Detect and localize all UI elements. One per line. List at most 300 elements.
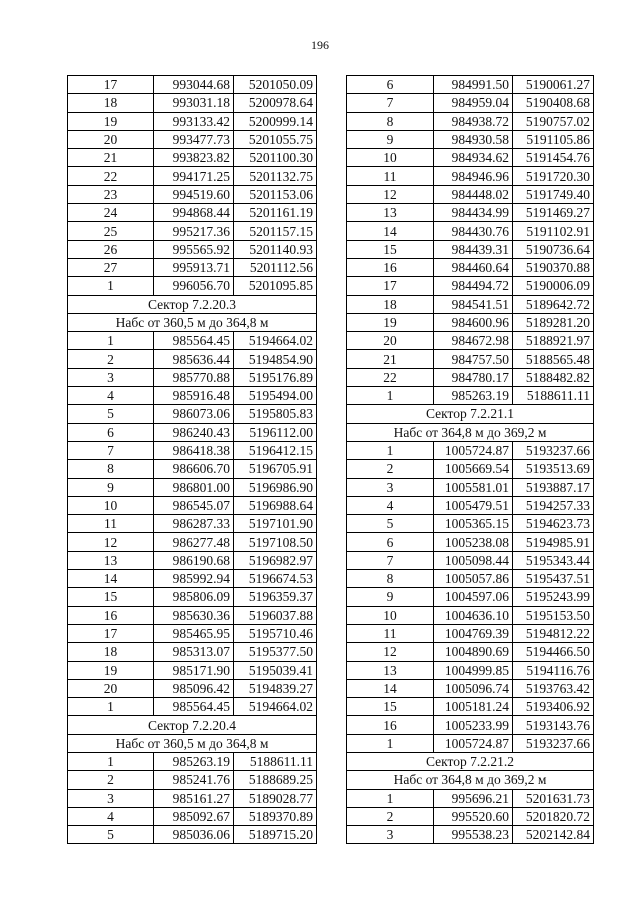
- x-coordinate-cell: 986801.00: [154, 478, 234, 496]
- x-coordinate-cell: 993477.73: [154, 130, 234, 148]
- table-row: [347, 387, 594, 405]
- y-coordinate-cell: 5188611.11: [234, 752, 317, 770]
- x-coordinate-cell: 993133.42: [154, 112, 234, 130]
- table-row: [68, 277, 317, 295]
- point-number-cell: 12: [347, 643, 434, 661]
- x-coordinate-cell: 984600.96: [434, 313, 513, 331]
- point-number-cell: 4: [347, 496, 434, 514]
- point-number-cell: 22: [347, 368, 434, 386]
- sector-title: Сектор 7.2.21.2: [347, 752, 594, 770]
- y-coordinate-cell: 5188689.25: [234, 771, 317, 789]
- sector-altitude: Набс от 360,5 м до 364,8 м: [68, 313, 317, 331]
- sector-title-row: [347, 752, 594, 770]
- point-number-cell: 6: [68, 423, 154, 441]
- x-coordinate-cell: 984434.99: [434, 204, 513, 222]
- point-number-cell: 18: [68, 94, 154, 112]
- x-coordinate-cell: 1004890.69: [434, 643, 513, 661]
- sector-altitude-row: [347, 771, 594, 789]
- y-coordinate-cell: 5195437.51: [513, 570, 594, 588]
- table-row: [347, 94, 594, 112]
- y-coordinate-cell: 5195710.46: [234, 624, 317, 642]
- point-number-cell: 17: [68, 624, 154, 642]
- table-row: [68, 240, 317, 258]
- y-coordinate-cell: 5201100.30: [234, 149, 317, 167]
- point-number-cell: 7: [347, 94, 434, 112]
- table-row: [347, 606, 594, 624]
- table-row: [347, 551, 594, 569]
- x-coordinate-cell: 995217.36: [154, 222, 234, 240]
- x-coordinate-cell: 984448.02: [434, 185, 513, 203]
- point-number-cell: 5: [68, 826, 154, 844]
- table-row: [68, 826, 317, 844]
- table-row: [347, 350, 594, 368]
- x-coordinate-cell: 985636.44: [154, 350, 234, 368]
- table-row: [347, 112, 594, 130]
- x-coordinate-cell: 984780.17: [434, 368, 513, 386]
- x-coordinate-cell: 995520.60: [434, 807, 513, 825]
- table-row: [68, 752, 317, 770]
- sector-altitude-row: [68, 313, 317, 331]
- point-number-cell: 11: [68, 515, 154, 533]
- table-row: [68, 679, 317, 697]
- y-coordinate-cell: 5190736.64: [513, 240, 594, 258]
- x-coordinate-cell: 986073.06: [154, 405, 234, 423]
- table-row: [347, 515, 594, 533]
- x-coordinate-cell: 985916.48: [154, 387, 234, 405]
- x-coordinate-cell: 985036.06: [154, 826, 234, 844]
- sector-altitude: Набс от 360,5 м до 364,8 м: [68, 734, 317, 752]
- point-number-cell: 1: [347, 441, 434, 459]
- point-number-cell: 11: [347, 624, 434, 642]
- x-coordinate-cell: 994868.44: [154, 204, 234, 222]
- table-row: [68, 167, 317, 185]
- point-number-cell: 16: [347, 716, 434, 734]
- x-coordinate-cell: 985161.27: [154, 789, 234, 807]
- table-row: [68, 551, 317, 569]
- y-coordinate-cell: 5190061.27: [513, 76, 594, 94]
- y-coordinate-cell: 5194839.27: [234, 679, 317, 697]
- x-coordinate-cell: 986190.68: [154, 551, 234, 569]
- table-row: [68, 789, 317, 807]
- y-coordinate-cell: 5201055.75: [234, 130, 317, 148]
- y-coordinate-cell: 5201112.56: [234, 258, 317, 276]
- x-coordinate-cell: 1005238.08: [434, 533, 513, 551]
- point-number-cell: 13: [347, 204, 434, 222]
- point-number-cell: 1: [68, 332, 154, 350]
- x-coordinate-cell: 984439.31: [434, 240, 513, 258]
- sector-title: Сектор 7.2.20.4: [68, 716, 317, 734]
- point-number-cell: 3: [347, 826, 434, 844]
- table-row: [347, 76, 594, 94]
- y-coordinate-cell: 5194812.22: [513, 624, 594, 642]
- x-coordinate-cell: 984946.96: [434, 167, 513, 185]
- x-coordinate-cell: 1005233.99: [434, 716, 513, 734]
- point-number-cell: 12: [68, 533, 154, 551]
- sector-title: Сектор 7.2.21.1: [347, 405, 594, 423]
- table-row: [68, 405, 317, 423]
- point-number-cell: 1: [347, 734, 434, 752]
- x-coordinate-cell: 1004636.10: [434, 606, 513, 624]
- x-coordinate-cell: 984930.58: [434, 130, 513, 148]
- y-coordinate-cell: 5191469.27: [513, 204, 594, 222]
- sector-title-row: [68, 295, 317, 313]
- x-coordinate-cell: 986606.70: [154, 460, 234, 478]
- x-coordinate-cell: 1005057.86: [434, 570, 513, 588]
- point-number-cell: 19: [347, 313, 434, 331]
- table-row: [347, 130, 594, 148]
- table-row: [68, 368, 317, 386]
- x-coordinate-cell: 985806.09: [154, 588, 234, 606]
- table-row: [347, 496, 594, 514]
- x-coordinate-cell: 995696.21: [434, 789, 513, 807]
- table-row: [347, 643, 594, 661]
- point-number-cell: 23: [68, 185, 154, 203]
- table-row: [347, 661, 594, 679]
- x-coordinate-cell: 1005581.01: [434, 478, 513, 496]
- y-coordinate-cell: 5190006.09: [513, 277, 594, 295]
- sector-title: Сектор 7.2.20.3: [68, 295, 317, 313]
- y-coordinate-cell: 5196988.64: [234, 496, 317, 514]
- y-coordinate-cell: 5191454.76: [513, 149, 594, 167]
- y-coordinate-cell: 5202142.84: [513, 826, 594, 844]
- x-coordinate-cell: 1005098.44: [434, 551, 513, 569]
- y-coordinate-cell: 5196359.37: [234, 588, 317, 606]
- y-coordinate-cell: 5196037.88: [234, 606, 317, 624]
- y-coordinate-cell: 5190757.02: [513, 112, 594, 130]
- table-row: [347, 533, 594, 551]
- x-coordinate-cell: 986418.38: [154, 441, 234, 459]
- y-coordinate-cell: 5201157.15: [234, 222, 317, 240]
- table-row: [347, 204, 594, 222]
- table-row: [347, 734, 594, 752]
- point-number-cell: 3: [68, 368, 154, 386]
- x-coordinate-cell: 985241.76: [154, 771, 234, 789]
- x-coordinate-cell: 986287.33: [154, 515, 234, 533]
- point-number-cell: 2: [68, 771, 154, 789]
- y-coordinate-cell: 5200978.64: [234, 94, 317, 112]
- y-coordinate-cell: 5191720.30: [513, 167, 594, 185]
- x-coordinate-cell: 1005096.74: [434, 679, 513, 697]
- table-row: [347, 368, 594, 386]
- x-coordinate-cell: 984991.50: [434, 76, 513, 94]
- x-coordinate-cell: 1005724.87: [434, 734, 513, 752]
- y-coordinate-cell: 5193763.42: [513, 679, 594, 697]
- y-coordinate-cell: 5197108.50: [234, 533, 317, 551]
- point-number-cell: 8: [68, 460, 154, 478]
- x-coordinate-cell: 985313.07: [154, 643, 234, 661]
- y-coordinate-cell: 5189370.89: [234, 807, 317, 825]
- y-coordinate-cell: 5189281.20: [513, 313, 594, 331]
- y-coordinate-cell: 5201820.72: [513, 807, 594, 825]
- x-coordinate-cell: 995565.92: [154, 240, 234, 258]
- point-number-cell: 2: [68, 350, 154, 368]
- point-number-cell: 27: [68, 258, 154, 276]
- point-number-cell: 4: [68, 387, 154, 405]
- y-coordinate-cell: 5201095.85: [234, 277, 317, 295]
- point-number-cell: 9: [347, 130, 434, 148]
- point-number-cell: 25: [68, 222, 154, 240]
- table-row: [68, 698, 317, 716]
- sector-altitude-row: [347, 423, 594, 441]
- x-coordinate-cell: 1004999.85: [434, 661, 513, 679]
- table-row: [347, 679, 594, 697]
- y-coordinate-cell: 5194116.76: [513, 661, 594, 679]
- table-row: [68, 570, 317, 588]
- sector-title-row: [347, 405, 594, 423]
- x-coordinate-cell: 1004769.39: [434, 624, 513, 642]
- table-row: [68, 606, 317, 624]
- sector-altitude: Набс от 364,8 м до 369,2 м: [347, 771, 594, 789]
- sector-title-row: [68, 716, 317, 734]
- x-coordinate-cell: 985263.19: [434, 387, 513, 405]
- x-coordinate-cell: 985465.95: [154, 624, 234, 642]
- table-row: [68, 807, 317, 825]
- x-coordinate-cell: 984430.76: [434, 222, 513, 240]
- y-coordinate-cell: 5194854.90: [234, 350, 317, 368]
- point-number-cell: 1: [68, 752, 154, 770]
- point-number-cell: 2: [347, 807, 434, 825]
- x-coordinate-cell: 994519.60: [154, 185, 234, 203]
- x-coordinate-cell: 985263.19: [154, 752, 234, 770]
- table-row: [347, 807, 594, 825]
- y-coordinate-cell: 5195494.00: [234, 387, 317, 405]
- x-coordinate-cell: 984460.64: [434, 258, 513, 276]
- table-row: [347, 332, 594, 350]
- x-coordinate-cell: 985092.67: [154, 807, 234, 825]
- y-coordinate-cell: 5194466.50: [513, 643, 594, 661]
- table-row: [68, 94, 317, 112]
- table-row: [68, 130, 317, 148]
- x-coordinate-cell: 986545.07: [154, 496, 234, 514]
- y-coordinate-cell: 5197101.90: [234, 515, 317, 533]
- y-coordinate-cell: 5201132.75: [234, 167, 317, 185]
- table-row: [68, 496, 317, 514]
- x-coordinate-cell: 984541.51: [434, 295, 513, 313]
- x-coordinate-cell: 1005724.87: [434, 441, 513, 459]
- point-number-cell: 9: [68, 478, 154, 496]
- y-coordinate-cell: 5194664.02: [234, 332, 317, 350]
- y-coordinate-cell: 5196412.15: [234, 441, 317, 459]
- table-row: [68, 222, 317, 240]
- x-coordinate-cell: 993823.82: [154, 149, 234, 167]
- x-coordinate-cell: 984934.62: [434, 149, 513, 167]
- table-row: [68, 332, 317, 350]
- table-row: [347, 313, 594, 331]
- table-row: [347, 789, 594, 807]
- point-number-cell: 22: [68, 167, 154, 185]
- point-number-cell: 21: [347, 350, 434, 368]
- x-coordinate-cell: 996056.70: [154, 277, 234, 295]
- table-row: [68, 112, 317, 130]
- x-coordinate-cell: 993031.18: [154, 94, 234, 112]
- y-coordinate-cell: 5190408.68: [513, 94, 594, 112]
- table-row: [347, 826, 594, 844]
- point-number-cell: 26: [68, 240, 154, 258]
- table-row: [68, 515, 317, 533]
- table-row: [347, 698, 594, 716]
- y-coordinate-cell: 5193513.69: [513, 460, 594, 478]
- x-coordinate-cell: 984959.04: [434, 94, 513, 112]
- x-coordinate-cell: 985770.88: [154, 368, 234, 386]
- point-number-cell: 7: [68, 441, 154, 459]
- x-coordinate-cell: 985171.90: [154, 661, 234, 679]
- table-row: [68, 771, 317, 789]
- table-row: [68, 149, 317, 167]
- y-coordinate-cell: 5191105.86: [513, 130, 594, 148]
- point-number-cell: 12: [347, 185, 434, 203]
- table-row: [68, 478, 317, 496]
- point-number-cell: 18: [68, 643, 154, 661]
- table-row: [68, 204, 317, 222]
- y-coordinate-cell: 5189715.20: [234, 826, 317, 844]
- point-number-cell: 15: [347, 698, 434, 716]
- y-coordinate-cell: 5196705.91: [234, 460, 317, 478]
- page-number: 196: [311, 38, 329, 52]
- point-number-cell: 15: [347, 240, 434, 258]
- x-coordinate-cell: 984757.50: [434, 350, 513, 368]
- y-coordinate-cell: 5194257.33: [513, 496, 594, 514]
- x-coordinate-cell: 985096.42: [154, 679, 234, 697]
- table-row: [68, 661, 317, 679]
- x-coordinate-cell: 995538.23: [434, 826, 513, 844]
- x-coordinate-cell: 985992.94: [154, 570, 234, 588]
- point-number-cell: 8: [347, 112, 434, 130]
- y-coordinate-cell: 5193143.76: [513, 716, 594, 734]
- y-coordinate-cell: 5191749.40: [513, 185, 594, 203]
- table-row: [68, 588, 317, 606]
- point-number-cell: 7: [347, 551, 434, 569]
- table-row: [347, 624, 594, 642]
- y-coordinate-cell: 5194664.02: [234, 698, 317, 716]
- point-number-cell: 3: [68, 789, 154, 807]
- x-coordinate-cell: 1005479.51: [434, 496, 513, 514]
- point-number-cell: 20: [347, 332, 434, 350]
- x-coordinate-cell: 985564.45: [154, 698, 234, 716]
- point-number-cell: 20: [68, 130, 154, 148]
- x-coordinate-cell: 995913.71: [154, 258, 234, 276]
- point-number-cell: 1: [347, 387, 434, 405]
- point-number-cell: 21: [68, 149, 154, 167]
- y-coordinate-cell: 5191102.91: [513, 222, 594, 240]
- x-coordinate-cell: 984494.72: [434, 277, 513, 295]
- y-coordinate-cell: 5201631.73: [513, 789, 594, 807]
- y-coordinate-cell: 5195176.89: [234, 368, 317, 386]
- table-row: [347, 478, 594, 496]
- y-coordinate-cell: 5200999.14: [234, 112, 317, 130]
- y-coordinate-cell: 5190370.88: [513, 258, 594, 276]
- table-row: [68, 533, 317, 551]
- point-number-cell: 16: [68, 606, 154, 624]
- x-coordinate-cell: 985630.36: [154, 606, 234, 624]
- table-row: [68, 423, 317, 441]
- x-coordinate-cell: 985564.45: [154, 332, 234, 350]
- point-number-cell: 2: [347, 460, 434, 478]
- point-number-cell: 14: [347, 222, 434, 240]
- x-coordinate-cell: 1005181.24: [434, 698, 513, 716]
- y-coordinate-cell: 5193406.92: [513, 698, 594, 716]
- point-number-cell: 8: [347, 570, 434, 588]
- point-number-cell: 15: [68, 588, 154, 606]
- y-coordinate-cell: 5194623.73: [513, 515, 594, 533]
- point-number-cell: 4: [68, 807, 154, 825]
- table-row: [347, 570, 594, 588]
- y-coordinate-cell: 5195039.41: [234, 661, 317, 679]
- point-number-cell: 3: [347, 478, 434, 496]
- y-coordinate-cell: 5189028.77: [234, 789, 317, 807]
- y-coordinate-cell: 5195805.83: [234, 405, 317, 423]
- table-row: [68, 258, 317, 276]
- table-row: [68, 76, 317, 94]
- y-coordinate-cell: 5193887.17: [513, 478, 594, 496]
- y-coordinate-cell: 5195153.50: [513, 606, 594, 624]
- table-row: [347, 167, 594, 185]
- y-coordinate-cell: 5188565.48: [513, 350, 594, 368]
- y-coordinate-cell: 5195243.99: [513, 588, 594, 606]
- point-number-cell: 10: [347, 149, 434, 167]
- y-coordinate-cell: 5196986.90: [234, 478, 317, 496]
- point-number-cell: 16: [347, 258, 434, 276]
- table-row: [347, 295, 594, 313]
- point-number-cell: 6: [347, 533, 434, 551]
- table-row: [347, 258, 594, 276]
- point-number-cell: 20: [68, 679, 154, 697]
- point-number-cell: 9: [347, 588, 434, 606]
- table-row: [347, 222, 594, 240]
- x-coordinate-cell: 984938.72: [434, 112, 513, 130]
- y-coordinate-cell: 5196982.97: [234, 551, 317, 569]
- y-coordinate-cell: 5188482.82: [513, 368, 594, 386]
- table-row: [347, 716, 594, 734]
- y-coordinate-cell: 5196674.53: [234, 570, 317, 588]
- point-number-cell: 19: [68, 661, 154, 679]
- y-coordinate-cell: 5194985.91: [513, 533, 594, 551]
- y-coordinate-cell: 5201161.19: [234, 204, 317, 222]
- table-row: [68, 350, 317, 368]
- y-coordinate-cell: 5201140.93: [234, 240, 317, 258]
- point-number-cell: 1: [68, 277, 154, 295]
- point-number-cell: 18: [347, 295, 434, 313]
- point-number-cell: 14: [68, 570, 154, 588]
- point-number-cell: 13: [347, 661, 434, 679]
- table-row: [347, 277, 594, 295]
- table-row: [68, 441, 317, 459]
- y-coordinate-cell: 5188921.97: [513, 332, 594, 350]
- point-number-cell: 10: [347, 606, 434, 624]
- x-coordinate-cell: 994171.25: [154, 167, 234, 185]
- table-row: [347, 588, 594, 606]
- y-coordinate-cell: 5193237.66: [513, 441, 594, 459]
- y-coordinate-cell: 5196112.00: [234, 423, 317, 441]
- point-number-cell: 19: [68, 112, 154, 130]
- y-coordinate-cell: 5201153.06: [234, 185, 317, 203]
- x-coordinate-cell: 986240.43: [154, 423, 234, 441]
- y-coordinate-cell: 5193237.66: [513, 734, 594, 752]
- point-number-cell: 10: [68, 496, 154, 514]
- table-row: [347, 185, 594, 203]
- sector-altitude-row: [68, 734, 317, 752]
- sector-altitude: Набс от 364,8 м до 369,2 м: [347, 423, 594, 441]
- right-coordinates-table: [346, 75, 594, 844]
- x-coordinate-cell: 1005365.15: [434, 515, 513, 533]
- table-row: [347, 460, 594, 478]
- y-coordinate-cell: 5195377.50: [234, 643, 317, 661]
- x-coordinate-cell: 1004597.06: [434, 588, 513, 606]
- table-row: [68, 185, 317, 203]
- point-number-cell: 17: [347, 277, 434, 295]
- point-number-cell: 1: [347, 789, 434, 807]
- y-coordinate-cell: 5195343.44: [513, 551, 594, 569]
- x-coordinate-cell: 986277.48: [154, 533, 234, 551]
